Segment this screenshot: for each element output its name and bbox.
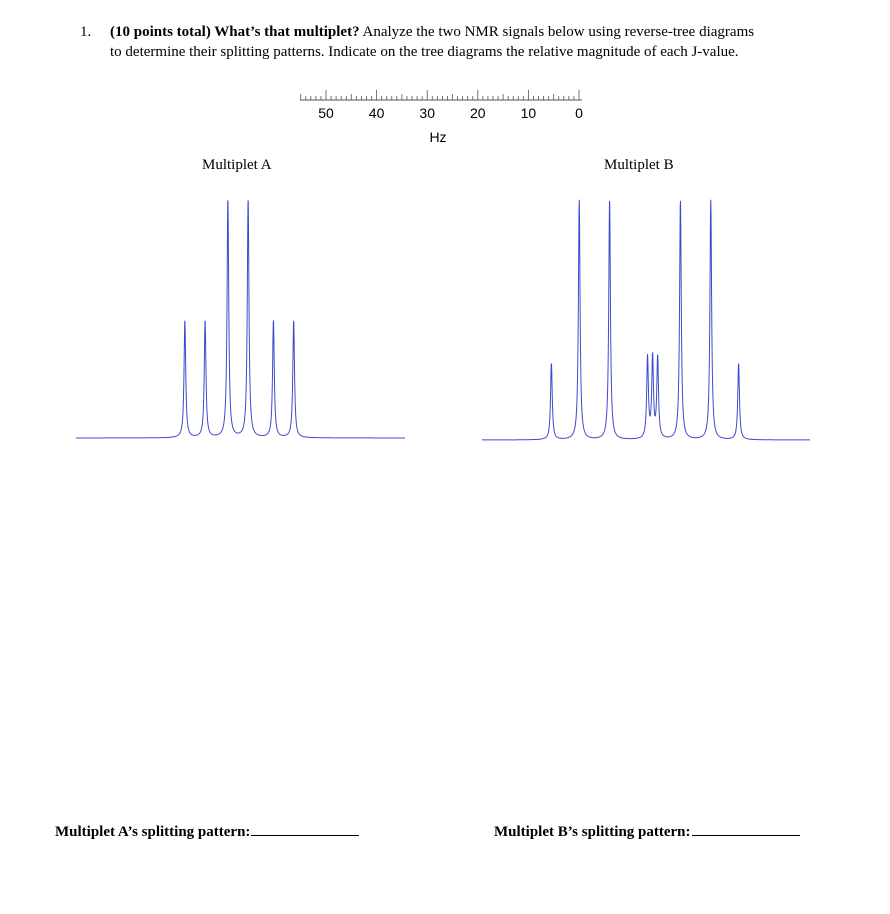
question-number: 1. xyxy=(80,24,92,40)
multiplet-b-trace xyxy=(482,200,810,440)
answer-b-label: Multiplet B’s splitting pattern: xyxy=(494,824,691,840)
answer-a-label: Multiplet A’s splitting pattern: xyxy=(55,824,251,840)
scale-tick-label: 10 xyxy=(520,105,537,121)
question-title: (10 points total) What’s that multiplet? xyxy=(110,24,360,40)
scale-tick-label: 50 xyxy=(318,105,334,121)
answer-a-blank[interactable] xyxy=(251,821,359,836)
question-line2: to determine their splitting patterns. Indicate on the tree diagrams the relative magnitude of each J-value. xyxy=(110,44,739,60)
scale-tick-label: 20 xyxy=(470,105,486,121)
multiplet-b-label: Multiplet B xyxy=(604,157,674,173)
scale-unit: Hz xyxy=(429,129,447,145)
question-line1: Analyze the two NMR signals below using reverse-tree diagrams xyxy=(359,24,755,40)
answer-b-blank[interactable] xyxy=(692,821,800,836)
multiplet-a-label: Multiplet A xyxy=(202,157,272,173)
answer-a xyxy=(55,821,359,841)
answer-b xyxy=(494,821,800,841)
scale-tick-label: 40 xyxy=(368,105,385,121)
scale-tick-label: 30 xyxy=(419,105,435,121)
scale-tick-label: 0 xyxy=(575,105,583,121)
